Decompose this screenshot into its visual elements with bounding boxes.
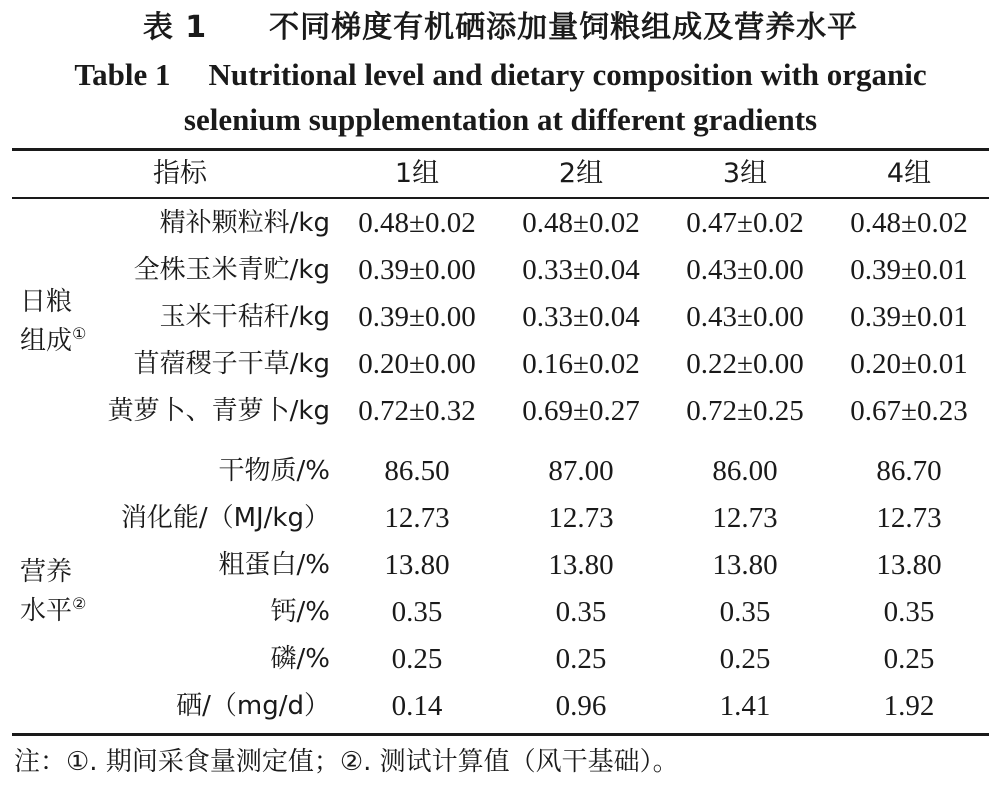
cell-value: 86.70 (876, 455, 942, 487)
row-label: 干物质/% (218, 456, 330, 486)
cell-value: 0.20±0.01 (850, 348, 968, 380)
cell-value: 0.35 (391, 596, 443, 628)
cell-value: 13.80 (548, 549, 614, 581)
cell-value: 0.20±0.00 (358, 348, 476, 380)
cell-value: 0.14 (391, 690, 443, 722)
cell-value: 0.96 (555, 690, 607, 722)
cell-value: 0.48±0.02 (522, 207, 640, 239)
table-label: Table 1 (74, 57, 171, 92)
cell-value: 0.43±0.00 (686, 301, 804, 333)
cell-value: 0.67±0.23 (850, 395, 968, 427)
row-label: 粗蛋白/% (218, 550, 330, 580)
cell-value: 0.35 (883, 596, 935, 628)
cell-value: 87.00 (548, 455, 614, 487)
cell-value: 0.16±0.02 (522, 348, 640, 380)
cell-value: 0.33±0.04 (522, 254, 640, 286)
cell-value: 0.39±0.00 (358, 254, 476, 286)
cell-value: 0.25 (555, 643, 607, 675)
header-group-1: 1组 (394, 158, 440, 189)
cell-value: 0.72±0.32 (358, 395, 476, 427)
cell-value: 86.00 (712, 455, 778, 487)
cell-value: 12.73 (712, 502, 778, 534)
row-label: 消化能/（MJ/kg） (120, 503, 330, 533)
cell-value: 0.39±0.00 (358, 301, 476, 333)
cell-value: 0.43±0.00 (686, 254, 804, 286)
header-group-2: 2组 (558, 158, 604, 189)
cell-value: 0.33±0.04 (522, 301, 640, 333)
row-label: 钙/% (270, 597, 330, 627)
row-label: 黄萝卜、青萝卜/kg (107, 396, 330, 426)
row-label: 精补颗粒料/kg (159, 208, 330, 238)
cell-value: 0.72±0.25 (686, 395, 804, 427)
cell-value: 86.50 (384, 455, 450, 487)
table-title-chinese: 表 1 不同梯度有机硒添加量饲粮组成及营养水平 (142, 10, 859, 45)
table-title-text: Nutritional level and dietary composition with organic selenium supplementation at different gradients (183, 57, 927, 137)
header-indicator: 指标 (153, 158, 207, 189)
row-label: 磷/% (270, 644, 330, 674)
cell-value: 13.80 (384, 549, 450, 581)
cell-value: 0.22±0.00 (686, 348, 804, 380)
header-group-3: 3组 (722, 158, 768, 189)
cell-value: 1.41 (719, 690, 771, 722)
cell-value: 12.73 (384, 502, 450, 534)
table-footnote: 注：①. 期间采食量测定值；②. 测试计算值（风干基础）。 (14, 747, 679, 777)
cell-value: 0.39±0.01 (850, 254, 968, 286)
row-label: 玉米干秸秆/kg (159, 302, 330, 332)
row-label: 硒/（mg/d） (176, 691, 330, 721)
cell-value: 0.25 (719, 643, 771, 675)
cell-value: 13.80 (876, 549, 942, 581)
cell-value: 0.48±0.02 (850, 207, 968, 239)
cell-value: 12.73 (548, 502, 614, 534)
cell-value: 1.92 (883, 690, 935, 722)
section-label-nutrient-level: 营养 水平② (20, 557, 87, 626)
table-title-english (60, 52, 941, 142)
cell-value: 0.48±0.02 (358, 207, 476, 239)
row-label: 苜蓿稷子干草/kg (133, 349, 330, 379)
cell-value: 0.39±0.01 (850, 301, 968, 333)
cell-value: 0.35 (719, 596, 771, 628)
header-group-4: 4组 (886, 158, 932, 189)
cell-value: 0.25 (391, 643, 443, 675)
cell-value: 12.73 (876, 502, 942, 534)
bottom-rule (12, 733, 989, 736)
cell-value: 0.69±0.27 (522, 395, 640, 427)
cell-value: 0.25 (883, 643, 935, 675)
row-label: 全株玉米青贮/kg (133, 255, 330, 285)
section-label-diet-composition: 日粮 组成① (20, 287, 87, 356)
cell-value: 0.47±0.02 (686, 207, 804, 239)
cell-value: 13.80 (712, 549, 778, 581)
cell-value: 0.35 (555, 596, 607, 628)
header-rule (12, 197, 989, 199)
